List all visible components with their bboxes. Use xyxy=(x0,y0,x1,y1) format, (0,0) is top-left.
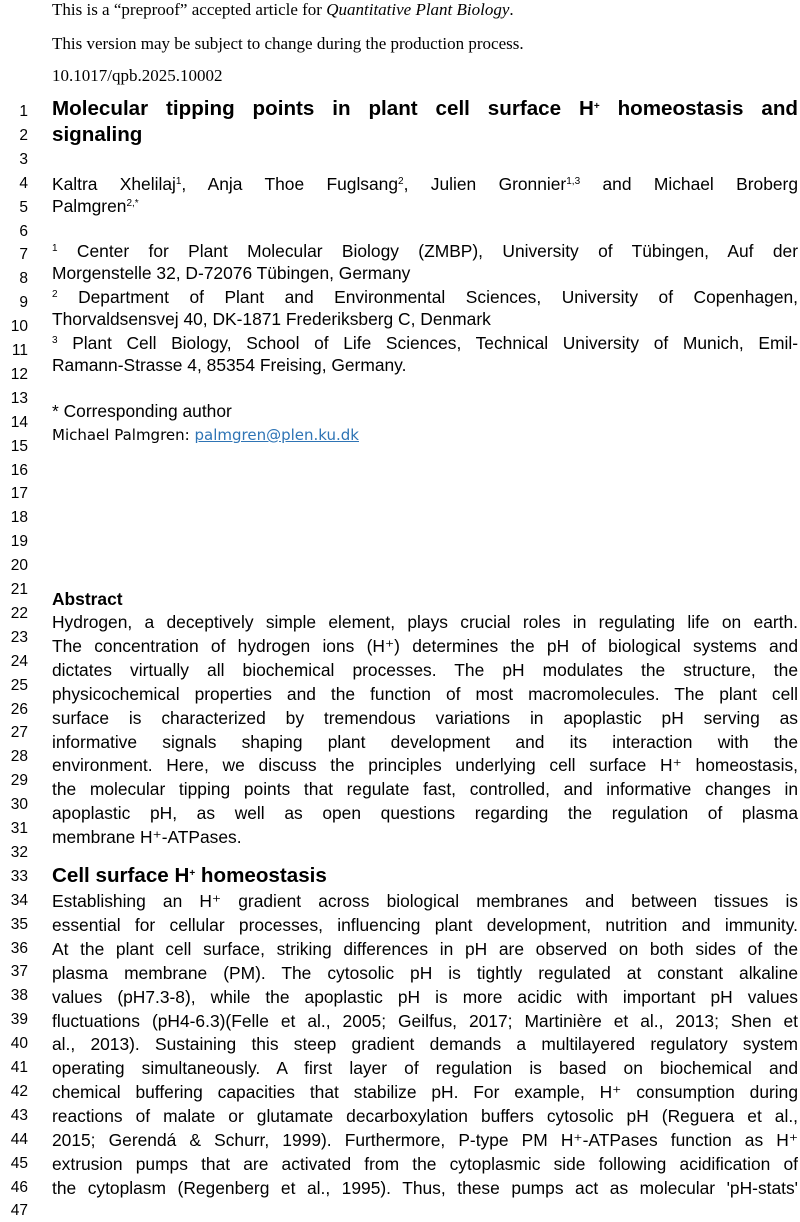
text-line: fluctuations (pH4-6.3)(Felle et al., 2005; Geilfus, 2017; Martinière et al., 2013; Shen et xyxy=(52,1010,798,1031)
line-number: 3 xyxy=(19,150,28,168)
affiliation-2-line-1: $^2$ Department of Plant and Environmental Sciences, University of Copenhagen, xyxy=(52,287,798,307)
line-number: 6 xyxy=(19,222,28,240)
line-number: 32 xyxy=(10,843,28,861)
text-line: al., 2013). Sustaining this steep gradient demands a multilayered regulatory system xyxy=(52,1034,798,1055)
line-number: 29 xyxy=(10,772,28,790)
line-number: 13 xyxy=(10,389,28,407)
affiliation-1-line-1: $^1$ Center for Plant Molecular Biology (ZMBP), University of Tübingen, Auf der xyxy=(52,241,798,261)
preproof-notice: This is a “preproof” accepted article for Quantitative Plant Biology. xyxy=(52,0,514,19)
line-number: 15 xyxy=(10,437,28,455)
text-line: dictates virtually all biochemical processes. The pH modulates the structure, the xyxy=(52,659,798,680)
email-link[interactable]: palmgren@plen.ku.dk xyxy=(194,426,359,444)
line-number: 18 xyxy=(10,509,28,527)
line-number: 45 xyxy=(10,1154,28,1172)
text-line: operating simultaneously. A first layer of regulation is based on biochemical and xyxy=(52,1058,798,1079)
line-number: 26 xyxy=(10,700,28,718)
text-line: surface is characterized by tremendous variations in apoplastic pH serving as xyxy=(52,707,798,728)
authors-line-1: Kaltra Xhelilaj$^1$, Anja Thoe Fuglsang$^2$, Julien Gronnier$^{1,3}$ and Michael Broberg xyxy=(52,174,799,194)
line-number: 12 xyxy=(10,365,28,383)
text-line: environment. Here, we discuss the principles underlying cell surface H⁺ homeostasis, xyxy=(52,755,798,776)
text-line: Hydrogen, a deceptively simple element, plays crucial roles in regulating life on earth. xyxy=(52,612,798,632)
title-line-1: Molecular tipping points in plant cell surface H+ homeostasis and xyxy=(52,97,798,120)
line-number: 24 xyxy=(10,652,28,670)
line-number: 16 xyxy=(10,461,28,479)
doi: 10.1017/qpb.2025.10002 xyxy=(52,66,223,85)
title-line-2: signaling xyxy=(52,123,143,146)
text-line: the molecular tipping points that regulate fast, controlled, and informative changes in xyxy=(52,779,798,800)
line-number: 25 xyxy=(10,676,28,694)
line-number: 7 xyxy=(19,246,28,264)
line-number: 31 xyxy=(10,820,28,837)
line-number: 47 xyxy=(10,1202,28,1220)
line-number: 43 xyxy=(10,1106,28,1124)
line-number: 38 xyxy=(10,987,28,1005)
text-line: membrane H⁺-ATPases. xyxy=(52,827,242,848)
line-number: 19 xyxy=(10,533,28,551)
text-line: apoplastic pH, as well as open questions regarding the regulation of plasma xyxy=(52,803,798,824)
text-line: The concentration of hydrogen ions (H⁺) determines the pH of biological systems and xyxy=(52,635,798,656)
line-number: 40 xyxy=(10,1035,28,1053)
text-line: reactions of malate or glutamate decarboxylation buffers cytosolic pH (Reguera et al., xyxy=(52,1106,798,1127)
affiliation-1-line-2: Morgenstelle 32, D-72076 Tübingen, Germany xyxy=(52,263,411,283)
line-number: 20 xyxy=(10,557,28,575)
section-heading: Cell surface H+ homeostasis xyxy=(52,864,327,887)
affiliation-2-line-2: Thorvaldsensvej 40, DK-1871 Frederiksberg C, Denmark xyxy=(52,309,491,329)
text-line: chemical buffering capacities that stabilize pH. For example, H⁺ consumption during xyxy=(52,1082,798,1103)
affiliation-3-line-2: Ramann-Strasse 4, 85354 Freising, Germany. xyxy=(52,355,407,375)
line-number: 5 xyxy=(19,198,28,216)
line-number: 2 xyxy=(19,126,28,144)
text-line: essential for cellular processes, influencing plant development, nutrition and immunity. xyxy=(52,914,798,935)
abstract-heading: Abstract xyxy=(52,589,123,609)
authors-line-2: Palmgren$^{2,*}$ xyxy=(52,196,139,216)
text-line: the cytoplasm (Regenberg et al., 1995). Thus, these pumps act as molecular 'pH-stats' xyxy=(52,1177,798,1198)
line-number: 21 xyxy=(10,581,28,598)
line-number: 10 xyxy=(10,318,28,336)
line-number: 34 xyxy=(10,891,28,909)
line-number: 28 xyxy=(10,748,28,766)
line-number: 35 xyxy=(10,915,28,933)
line-number: 39 xyxy=(10,1011,28,1029)
line-number: 33 xyxy=(10,867,28,885)
line-number: 41 xyxy=(10,1059,28,1076)
text-line: extrusion pumps that are activated from the cytoplasmic side following acidification of xyxy=(52,1153,798,1174)
text-line: Establishing an H⁺ gradient across biological membranes and between tissues is xyxy=(52,891,798,911)
version-note: This version may be subject to change during the production process. xyxy=(52,34,524,53)
affiliation-3-line-1: $^3$ Plant Cell Biology, School of Life Sciences, Technical University of Munich, Emil- xyxy=(52,333,798,353)
line-number: 22 xyxy=(10,604,28,622)
line-number: 11 xyxy=(11,342,28,359)
text-line: values (pH7.3-8), while the apoplastic pH is more acidic with important pH values xyxy=(52,986,798,1007)
line-number: 46 xyxy=(10,1178,28,1196)
corresponding-label: * Corresponding author xyxy=(52,401,232,421)
line-number: 8 xyxy=(19,270,28,288)
line-number: 42 xyxy=(10,1082,28,1100)
line-number: 9 xyxy=(19,294,28,312)
corresponding-contact: Michael Palmgren: palmgren@plen.ku.dk xyxy=(52,426,359,444)
text-line: At the plant cell surface, striking differences in pH are observed on both sides of the xyxy=(52,938,798,959)
text-line: informative signals shaping plant development and its interaction with the xyxy=(52,731,798,752)
line-number: 30 xyxy=(10,796,28,814)
line-number: 14 xyxy=(10,413,28,431)
line-number: 1 xyxy=(19,103,28,120)
line-number: 44 xyxy=(10,1130,28,1148)
line-number: 36 xyxy=(10,939,28,957)
text-line: plasma membrane (PM). The cytosolic pH is tightly regulated at constant alkaline xyxy=(52,962,798,983)
line-number: 4 xyxy=(19,174,28,192)
line-number: 17 xyxy=(10,485,28,503)
line-number: 23 xyxy=(10,628,28,646)
line-number: 27 xyxy=(10,724,28,742)
line-number: 37 xyxy=(10,963,28,981)
text-line: 2015; Gerendá & Schurr, 1999). Furthermore, P-type PM H⁺-ATPases function as H⁺ xyxy=(52,1130,798,1150)
text-line: physicochemical properties and the function of most macromolecules. The plant cell xyxy=(52,683,798,704)
journal-name: Quantitative Plant Biology xyxy=(326,0,510,19)
